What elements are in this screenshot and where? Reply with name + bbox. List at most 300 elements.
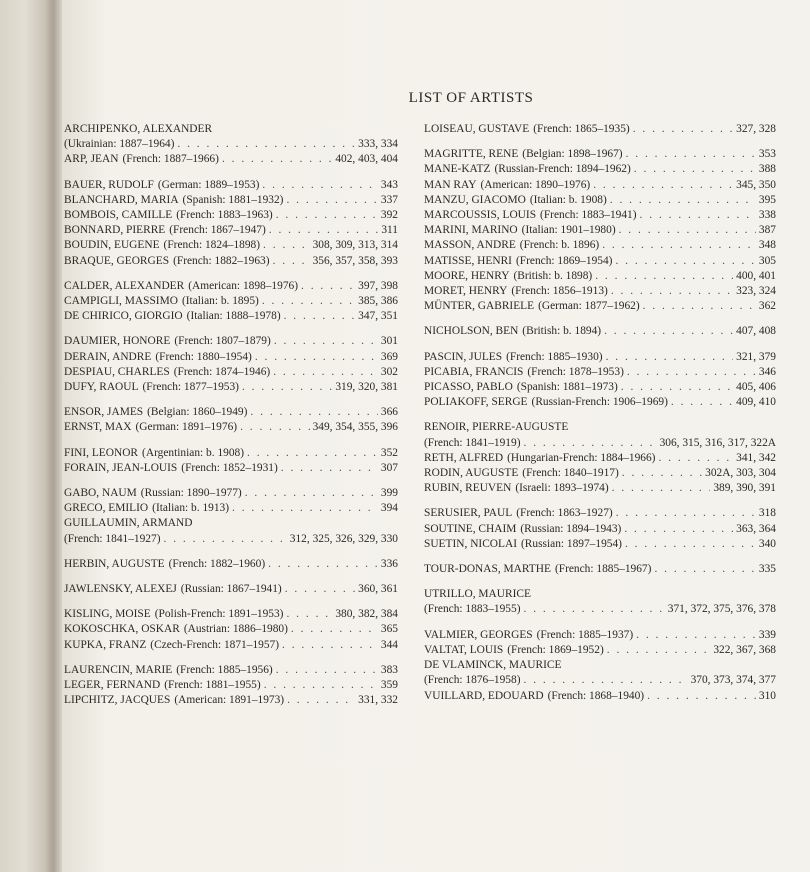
artist-name: VUILLARD, EDOUARD: [424, 689, 544, 702]
leader-dots: [282, 638, 378, 653]
artist-entry: [64, 607, 398, 622]
artist-entry: [424, 299, 776, 314]
page-numbers: 338: [758, 209, 776, 222]
leader-dots: [285, 582, 355, 597]
leader-dots: [274, 334, 378, 349]
artist-nationality-dates: (Italian: b. 1895): [181, 295, 259, 308]
page-numbers: 387: [758, 224, 776, 237]
page-numbers: 371, 372, 375, 376, 378: [667, 603, 776, 616]
page-numbers: 331, 332: [358, 694, 398, 707]
page-numbers: 399: [380, 487, 398, 500]
artist-entry: [64, 446, 398, 461]
page-numbers: 383: [380, 663, 398, 676]
artist-entry: [424, 537, 776, 552]
artist-entry: [424, 522, 776, 537]
artist-entry: [64, 309, 398, 324]
artist-name: KISLING, MOISE: [64, 608, 151, 621]
leader-dots: [612, 481, 711, 496]
artist-nationality-dates: (French: 1856–1913): [511, 285, 608, 298]
artist-entry: [424, 223, 776, 238]
artist-name: GRECO, EMILIO: [64, 502, 149, 515]
leader-dots: [301, 279, 355, 294]
artist-name: PICABIA, FRANCIS: [424, 365, 524, 378]
page-numbers: 395: [758, 193, 776, 206]
artist-entry: [64, 678, 398, 693]
leader-dots: [524, 673, 688, 688]
artist-nationality-dates: (Russian-French: 1894–1962): [494, 163, 631, 176]
leader-dots: [273, 254, 310, 269]
leader-dots: [524, 602, 665, 617]
artist-nationality-dates: (Spanish: 1881–1973): [516, 381, 618, 394]
leader-dots: [640, 208, 756, 223]
artist-nationality-dates: (French: 1807–1879): [174, 335, 271, 348]
artist-nationality-dates: (German: 1877–1962): [538, 300, 640, 313]
artist-name: MORET, HENRY: [424, 285, 508, 298]
page-numbers: 407, 408: [736, 325, 776, 338]
leader-dots: [276, 208, 378, 223]
leader-dots: [291, 622, 378, 637]
artist-nationality-dates: (Italian: 1888–1978): [186, 310, 281, 323]
artist-nationality-dates: (British: b. 1894): [522, 325, 602, 338]
page-numbers: 370, 373, 374, 377: [690, 674, 776, 687]
artist-nationality-dates: (French: 1852–1931): [181, 461, 278, 474]
page-numbers: 349, 354, 355, 396: [312, 421, 398, 434]
leader-dots: [269, 223, 379, 238]
artist-nationality-dates: (French: 1885–1930): [506, 350, 603, 363]
artist-name: SOUTINE, CHAIM: [424, 522, 517, 535]
page-numbers: 347, 351: [358, 310, 398, 323]
artist-entry: [424, 689, 776, 704]
leader-dots: [287, 693, 355, 708]
page-numbers: 346: [758, 365, 776, 378]
artist-nationality-dates: (French: 1868–1940): [547, 689, 645, 702]
artist-name: ERNST, MAX: [64, 421, 132, 434]
artist-entry: [424, 178, 776, 193]
leader-dots: [268, 557, 378, 572]
artist-entry: [64, 334, 398, 349]
leader-dots: [177, 137, 355, 152]
artist-name: BONNARD, PIERRE: [64, 224, 166, 237]
artist-nationality-dates: (French: 1887–1966): [122, 153, 219, 166]
page-numbers: 360, 361: [358, 583, 398, 596]
artist-entry: [424, 324, 776, 339]
artist-nationality-dates: (French: 1883–1955): [424, 603, 521, 616]
artist-nationality-dates: (French: 1867–1947): [169, 224, 266, 237]
leader-dots: [671, 395, 733, 410]
artist-name: MOORE, HENRY: [424, 269, 510, 282]
leader-dots: [634, 162, 756, 177]
leader-dots: [164, 532, 287, 547]
artist-entry: [64, 223, 398, 238]
artist-name: CAMPIGLI, MASSIMO: [64, 295, 178, 308]
page-numbers: 366: [380, 406, 398, 419]
artist-name: MÜNTER, GABRIELE: [424, 300, 535, 313]
artist-nationality-dates: (French: 1881–1955): [164, 679, 261, 692]
artist-entry: [64, 663, 398, 678]
leader-dots: [262, 178, 377, 193]
artist-name: MANZU, GIACOMO: [424, 193, 526, 206]
page-numbers: 337: [380, 193, 398, 206]
artist-entry: [64, 122, 398, 137]
page-numbers: 307: [380, 461, 398, 474]
artist-nationality-dates: (Russian: 1890–1977): [140, 487, 242, 500]
leader-dots: [245, 486, 378, 501]
artist-entry: [64, 638, 398, 653]
artist-name: LIPCHITZ, JACQUES: [64, 694, 171, 707]
artist-nationality-dates: (Argentinian: b. 1908): [142, 446, 245, 459]
leader-dots: [232, 501, 378, 516]
leader-dots: [286, 607, 332, 622]
artist-entry: [424, 350, 776, 365]
artist-nationality-dates: (Russian-French: 1906–1969): [531, 396, 668, 409]
artist-name: MAN RAY: [424, 178, 477, 191]
artist-name: TOUR-DONAS, MARTHE: [424, 563, 551, 576]
artist-name: PICASSO, PABLO: [424, 381, 513, 394]
artist-name: LOISEAU, GUSTAVE: [424, 123, 530, 135]
artist-entry: [64, 152, 398, 167]
artist-nationality-dates: (Russian: 1897–1954): [521, 537, 622, 550]
artist-nationality-dates: (French: 1877–1953): [142, 381, 239, 394]
leader-dots: [276, 663, 378, 678]
page-numbers: 306, 315, 316, 317, 322A: [659, 436, 776, 449]
artist-entry: [424, 122, 776, 137]
artist-entry: [424, 481, 776, 496]
page-numbers: 400, 401: [736, 269, 776, 282]
artist-name: BLANCHARD, MARIA: [64, 193, 179, 206]
artist-name: UTRILLO, MAURICE: [424, 588, 531, 601]
artist-entry: [64, 208, 398, 223]
book-gutter: [0, 0, 62, 872]
artist-entry: [424, 269, 776, 284]
page-numbers: 389, 390, 391: [713, 482, 776, 495]
artist-entry: [64, 365, 398, 380]
artist-name: PASCIN, JULES: [424, 350, 503, 363]
artist-name: NICHOLSON, BEN: [424, 325, 519, 338]
artist-nationality-dates: (French: 1883–1941): [540, 209, 637, 222]
page-numbers: 321, 379: [736, 350, 776, 363]
page-numbers: 327, 328: [736, 123, 776, 135]
artist-nationality-dates: (French: 1869–1952): [507, 643, 604, 656]
artist-entry: [424, 436, 776, 451]
page-numbers: 341, 342: [736, 451, 776, 464]
artist-name: DE VLAMINCK, MAURICE: [424, 659, 562, 672]
page-numbers: 319, 320, 381: [335, 381, 398, 394]
page-numbers: 340: [758, 537, 776, 550]
leader-dots: [286, 193, 377, 208]
artist-name: RETH, ALFRED: [424, 451, 504, 464]
page-numbers: 394: [380, 502, 398, 515]
leader-dots: [255, 350, 378, 365]
artist-name: JAWLENSKY, ALEXEJ: [64, 583, 177, 596]
artist-nationality-dates: (French: 1841–1927): [64, 532, 161, 545]
artist-entry: [424, 562, 776, 577]
artist-nationality-dates: (French: 1878–1953): [527, 365, 624, 378]
leader-dots: [222, 152, 332, 167]
artist-nationality-dates: (French: 1876–1958): [424, 674, 521, 687]
artist-nationality-dates: (French: 1885–1967): [554, 563, 652, 576]
artist-entry: [424, 365, 776, 380]
leader-dots: [604, 324, 733, 339]
page-numbers: 362: [758, 300, 776, 313]
artist-name: LEGER, FERNAND: [64, 679, 161, 692]
artist-name: POLIAKOFF, SERGE: [424, 396, 528, 409]
artist-entry: [64, 461, 398, 476]
artist-name: MATISSE, HENRI: [424, 254, 512, 267]
page-numbers: 369: [380, 350, 398, 363]
artist-nationality-dates: (Russian: 1894–1943): [520, 522, 622, 535]
leader-dots: [264, 678, 378, 693]
artist-nationality-dates: (French: 1874–1946): [173, 365, 271, 378]
artist-nationality-dates: (French: 1865–1935): [533, 123, 630, 135]
artist-entry: [424, 628, 776, 643]
leader-dots: [658, 451, 733, 466]
page-numbers: 388: [758, 163, 776, 176]
artist-nationality-dates: (American: 1891–1973): [174, 694, 285, 707]
page-numbers: 363, 364: [736, 522, 776, 535]
artist-name: BRAQUE, GEORGES: [64, 254, 170, 267]
artist-entry: [64, 532, 398, 547]
artist-nationality-dates: (Spanish: 1881–1932): [182, 193, 284, 206]
leader-dots: [625, 537, 756, 552]
artist-name: MAGRITTE, RENE: [424, 148, 519, 161]
artist-nationality-dates: (German: 1889–1953): [157, 178, 260, 191]
artist-entry: [64, 486, 398, 501]
artist-nationality-dates: (French: 1863–1927): [516, 507, 613, 520]
artist-entry: [424, 587, 776, 602]
artist-nationality-dates: (German: 1891–1976): [135, 421, 238, 434]
page-numbers: 348: [758, 239, 776, 252]
artist-nationality-dates: (French: b. 1896): [519, 239, 600, 252]
artist-entry: [64, 420, 398, 435]
artist-entry: [64, 405, 398, 420]
page-numbers: 311: [381, 224, 398, 237]
page-numbers: 409, 410: [736, 396, 776, 409]
page-numbers: 352: [380, 446, 398, 459]
artist-nationality-dates: (Italian: b. 1913): [152, 502, 230, 515]
artist-name: MARCOUSSIS, LOUIS: [424, 209, 537, 222]
artist-nationality-dates: (American: 1890–1976): [480, 178, 591, 191]
leader-dots: [627, 365, 756, 380]
artist-name: BAUER, RUDOLF: [64, 178, 154, 191]
page-numbers: 301: [380, 335, 398, 348]
page-numbers: 308, 309, 313, 314: [312, 239, 398, 252]
artist-nationality-dates: (Israeli: 1893–1974): [515, 482, 609, 495]
artist-name: SERUSIER, PAUL: [424, 507, 513, 520]
artist-name: MASSON, ANDRE: [424, 239, 516, 252]
page-numbers: 310: [758, 689, 776, 702]
page-numbers: 402, 403, 404: [335, 153, 398, 166]
artist-entry: [424, 420, 776, 435]
artist-nationality-dates: (French: 1880–1954): [155, 350, 252, 363]
artist-entry: [424, 238, 776, 253]
artist-nationality-dates: (Czech-French: 1871–1957): [150, 638, 280, 651]
artist-name: GABO, NAUM: [64, 487, 137, 500]
artist-name: DESPIAU, CHARLES: [64, 365, 170, 378]
artist-nationality-dates: (Belgian: 1860–1949): [147, 406, 248, 419]
artist-nationality-dates: (French: 1869–1954): [515, 254, 613, 267]
artist-name: CALDER, ALEXANDER: [64, 279, 185, 292]
page-numbers: 305: [758, 254, 776, 267]
page-numbers: 339: [758, 628, 776, 641]
artist-nationality-dates: (Russian: 1867–1941): [180, 583, 282, 596]
leader-dots: [643, 299, 756, 314]
artist-name: FORAIN, JEAN-LOUIS: [64, 461, 178, 474]
artist-entry: [64, 238, 398, 253]
artist-entry: [64, 693, 398, 708]
artist-name: LAURENCIN, MARIE: [64, 663, 173, 676]
artist-nationality-dates: (Hungarian-French: 1884–1966): [507, 451, 656, 464]
artist-entry: [424, 162, 776, 177]
page-numbers: 392: [380, 209, 398, 222]
leader-dots: [281, 461, 378, 476]
leader-dots: [593, 178, 733, 193]
leader-dots: [624, 522, 733, 537]
page-numbers: 359: [380, 679, 398, 692]
leader-dots: [636, 628, 756, 643]
artist-list-right-column: [424, 122, 776, 704]
artist-name: RUBIN, REUVEN: [424, 482, 512, 495]
page-numbers: 380, 382, 384: [335, 608, 398, 621]
artist-entry: [424, 380, 776, 395]
leader-dots: [616, 506, 756, 521]
artist-entry: [424, 284, 776, 299]
artist-entry: [424, 643, 776, 658]
artist-nationality-dates: (Italian: 1901–1980): [521, 224, 616, 237]
artist-entry: [64, 279, 398, 294]
page-numbers: 312, 325, 326, 329, 330: [289, 532, 398, 545]
artist-name: KOKOSCHKA, OSKAR: [64, 623, 180, 636]
artist-entry: [64, 582, 398, 597]
page-numbers: 405, 406: [736, 381, 776, 394]
leader-dots: [284, 309, 356, 324]
leader-dots: [242, 380, 332, 395]
artist-name: GUILLAUMIN, ARMAND: [64, 517, 193, 530]
artist-entry: [424, 193, 776, 208]
artist-entry: [424, 254, 776, 269]
artist-entry: [64, 622, 398, 637]
page-numbers: 385, 386: [358, 295, 398, 308]
leader-dots: [611, 284, 733, 299]
artist-entry: [424, 673, 776, 688]
page-numbers: 333, 334: [358, 138, 398, 151]
artist-nationality-dates: (French: 1882–1960): [168, 557, 266, 570]
leader-dots: [622, 466, 702, 481]
artist-name: ARP, JEAN: [64, 153, 119, 166]
artist-entry: [64, 178, 398, 193]
artist-nationality-dates: (British: b. 1898): [513, 269, 593, 282]
page-numbers: 344: [380, 638, 398, 651]
leader-dots: [647, 689, 756, 704]
artist-name: SUETIN, NICOLAI: [424, 537, 518, 550]
artist-entry: [424, 208, 776, 223]
artist-entry: [424, 451, 776, 466]
artist-entry: [424, 466, 776, 481]
artist-entry: [64, 294, 398, 309]
leader-dots: [606, 350, 734, 365]
artist-name: KUPKA, FRANZ: [64, 638, 147, 651]
leader-dots: [250, 405, 377, 420]
page-numbers: 345, 350: [736, 178, 776, 191]
leader-dots: [262, 294, 355, 309]
leader-dots: [626, 147, 756, 162]
page-numbers: 318: [758, 507, 776, 520]
leader-dots: [619, 223, 756, 238]
artist-nationality-dates: (French: 1885–1937): [536, 628, 634, 641]
artist-name: DERAIN, ANDRE: [64, 350, 152, 363]
artist-name: HERBIN, AUGUSTE: [64, 557, 165, 570]
leader-dots: [273, 365, 378, 380]
artist-name: FINI, LEONOR: [64, 446, 139, 459]
artist-entry: [424, 602, 776, 617]
artist-nationality-dates: (French: 1885–1956): [176, 663, 273, 676]
artist-name: VALTAT, LOUIS: [424, 643, 504, 656]
artist-name: BOMBOIS, CAMILLE: [64, 209, 173, 222]
artist-entry: [64, 557, 398, 572]
page-numbers: 397, 398: [358, 279, 398, 292]
artist-nationality-dates: (Belgian: 1898–1967): [522, 148, 623, 161]
page-numbers: 302: [380, 365, 398, 378]
page-numbers: 336: [380, 557, 398, 570]
artist-name: DE CHIRICO, GIORGIO: [64, 310, 183, 323]
leader-dots: [633, 122, 733, 137]
artist-nationality-dates: (Austrian: 1886–1980): [183, 623, 288, 636]
leader-dots: [654, 562, 755, 577]
leader-dots: [621, 380, 733, 395]
artist-nationality-dates: (American: 1898–1976): [188, 279, 298, 292]
artist-nationality-dates: (Ukrainian: 1887–1964): [64, 138, 175, 151]
artist-entry: [64, 193, 398, 208]
page-numbers: 302A, 303, 304: [705, 467, 776, 480]
page-numbers: 322, 367, 368: [713, 643, 776, 656]
artist-list-left-column: [64, 122, 398, 709]
artist-name: DUFY, RAOUL: [64, 381, 139, 394]
artist-entry: [424, 147, 776, 162]
artist-name: RENOIR, PIERRE-AUGUSTE: [424, 421, 569, 434]
artist-entry: [64, 380, 398, 395]
artist-name: ARCHIPENKO, ALEXANDER: [64, 123, 213, 135]
artist-nationality-dates: (French: 1841–1919): [424, 436, 521, 449]
artist-entry: [64, 254, 398, 269]
artist-nationality-dates: (French: 1882–1963): [173, 254, 270, 267]
leader-dots: [610, 193, 756, 208]
artist-name: MARINI, MARINO: [424, 224, 518, 237]
leader-dots: [595, 269, 733, 284]
leader-dots: [524, 436, 657, 451]
leader-dots: [607, 643, 711, 658]
page-numbers: 343: [380, 178, 398, 191]
leader-dots: [263, 238, 310, 253]
artist-entry: [64, 501, 398, 516]
artist-nationality-dates: (Italian: b. 1908): [529, 193, 607, 206]
artist-entry: [424, 658, 776, 673]
page-numbers: 335: [758, 563, 776, 576]
page-numbers: 353: [758, 148, 776, 161]
artist-entry: [424, 506, 776, 521]
artist-name: VALMIER, GEORGES: [424, 628, 533, 641]
page-numbers: 323, 324: [736, 285, 776, 298]
artist-name: DAUMIER, HONORE: [64, 335, 171, 348]
leader-dots: [602, 238, 756, 253]
artist-name: BOUDIN, EUGENE: [64, 239, 160, 252]
leader-dots: [240, 420, 310, 435]
leader-dots: [247, 446, 378, 461]
artist-entry: [64, 137, 398, 152]
artist-name: ENSOR, JAMES: [64, 406, 144, 419]
page-numbers: 365: [380, 623, 398, 636]
artist-nationality-dates: (French: 1840–1917): [522, 467, 619, 480]
artist-nationality-dates: (French: 1824–1898): [163, 239, 261, 252]
artist-entry: [64, 516, 398, 531]
